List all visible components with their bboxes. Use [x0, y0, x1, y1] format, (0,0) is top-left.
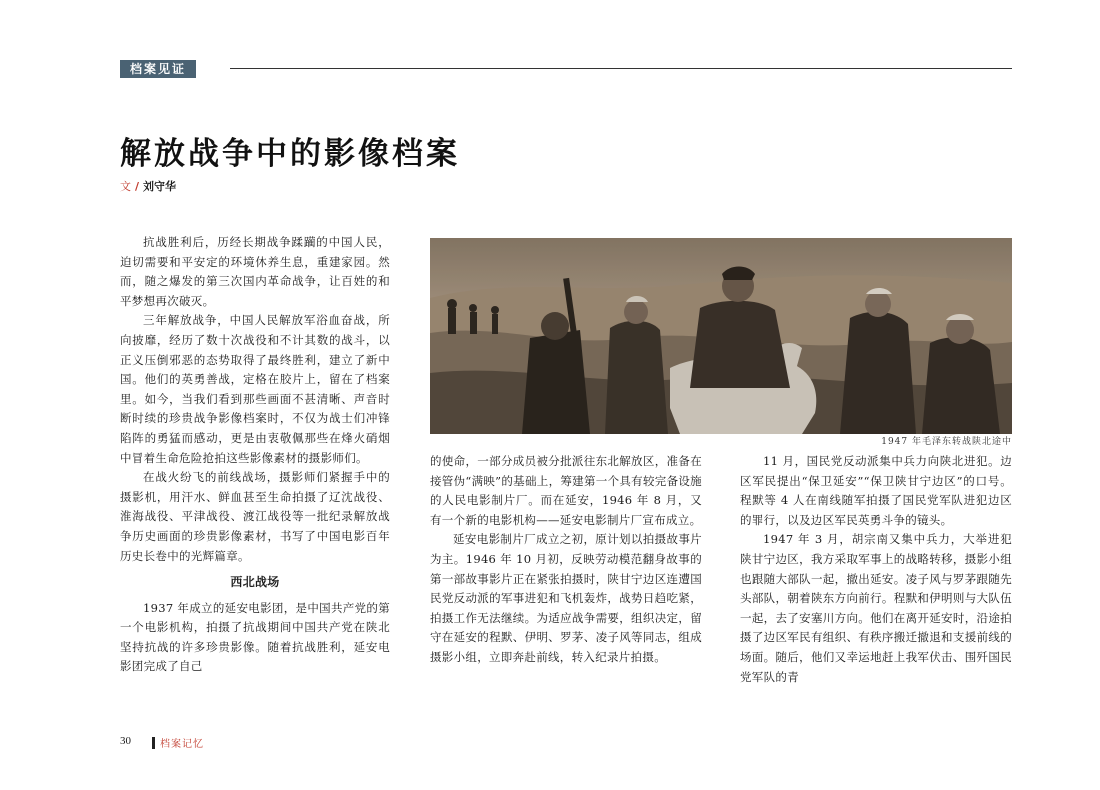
article-title: 解放战争中的影像档案: [120, 136, 460, 172]
page-number: 30: [120, 735, 131, 747]
text-column-3: [740, 452, 1012, 687]
photo-caption: 1947 年毛泽东转战陕北途中: [881, 437, 1012, 447]
byline-separator: /: [135, 180, 140, 193]
section-tag: 档案见证: [120, 60, 196, 78]
historical-photo: [430, 238, 1012, 434]
text-column-1: [120, 233, 390, 677]
page-header: [120, 60, 1012, 80]
byline: [120, 178, 176, 194]
paragraph: 三年解放战争，中国人民解放军浴血奋战，所向披靡，经历了数十次战役和不计其数的战斗，以正义压倒邪恶的态势取得了最终胜利，建立了新中国。他们的英勇善战，定格在胶片上，留在了档案里。如今，当我们看到那些画面不甚清晰、声音时断时续的珍贵战争影像档案时，不仅为战士们冲锋陷阵的勇猛而感动，更是由衷敬佩那些在烽火硝烟中冒着生命危险抢拍这些影像素材的摄影师们。: [120, 313, 390, 465]
section-subhead: 西北战场: [230, 575, 280, 590]
footer-divider: [152, 737, 155, 749]
paragraph: 1947 年 3 月，胡宗南又集中兵力，大举进犯陕甘宁边区，我方采取军事上的战略转移，摄影小组也跟随大部队一起，撤出延安。凌子风与罗茅跟随先头部队，朝着陕东方向前行。程默和伊明则与大队伍一起，去了安塞川方向。他们在离开延安时，沿途拍摄了边区军民有组织、有秩序搬迁撤退和支援前线的场面。随后，他们又幸运地赶上我军伏击、围歼国民党军队的青: [740, 532, 1012, 684]
paragraph: 11 月，国民党反动派集中兵力向陕北进犯。边区军民提出“保卫延安”“保卫陕甘宁边区”的口号。程默等 4 人在南线随军拍摄了国民党军队进犯边区的罪行，以及边区军民英勇斗争的镜头。: [740, 454, 1012, 527]
paragraph: 的使命，一部分成员被分批派往东北解放区，准备在接管伪“满映”的基础上，筹建第一个具有较完备设施的人民电影制片厂。而在延安，1946 年 8 月，又有一个新的电影机构——延安电影制片厂宣布成立。: [430, 454, 702, 527]
text-column-2: [430, 452, 702, 668]
paragraph: 抗战胜利后，历经长期战争蹂躏的中国人民，迫切需要和平安定的环境休养生息，重建家园。然而，随之爆发的第三次国内革命战争，让百姓的和平梦想再次破灭。: [120, 235, 390, 308]
photo-illustration: [430, 238, 1012, 434]
author-name: 刘守华: [143, 180, 177, 193]
byline-label: 文: [120, 180, 131, 193]
paragraph: 1937 年成立的延安电影团，是中国共产党的第一个电影机构，拍摄了抗战期间中国共产党在陕北坚持抗战的许多珍贵影像。随着抗战胜利，延安电影团完成了自己: [120, 600, 390, 674]
header-rule: [230, 68, 1012, 69]
magazine-name: 档案记忆: [160, 739, 204, 750]
paragraph: 延安电影制片厂成立之初，原计划以拍摄故事片为主。1946 年 10 月初，反映劳动模范翻身故事的第一部故事影片正在紧张拍摄时，陕甘宁边区连遭国民党反动派的军事进犯和飞机轰炸，战势日趋吃紧，拍摄工作无法继续。为适应战争需要，组织决定，留守在延安的程默、伊明、罗茅、凌子风等同志，组成摄影小组，立即奔赴前线，转入纪录片拍摄。: [430, 532, 702, 664]
paragraph: 在战火纷飞的前线战场，摄影师们紧握手中的摄影机，用汗水、鲜血甚至生命拍摄了辽沈战役、淮海战役、平津战役、渡江战役等一批纪录解放战争历史画面的珍贵影像素材，书写了中国电影百年历史长卷中的光辉篇章。: [120, 470, 390, 563]
